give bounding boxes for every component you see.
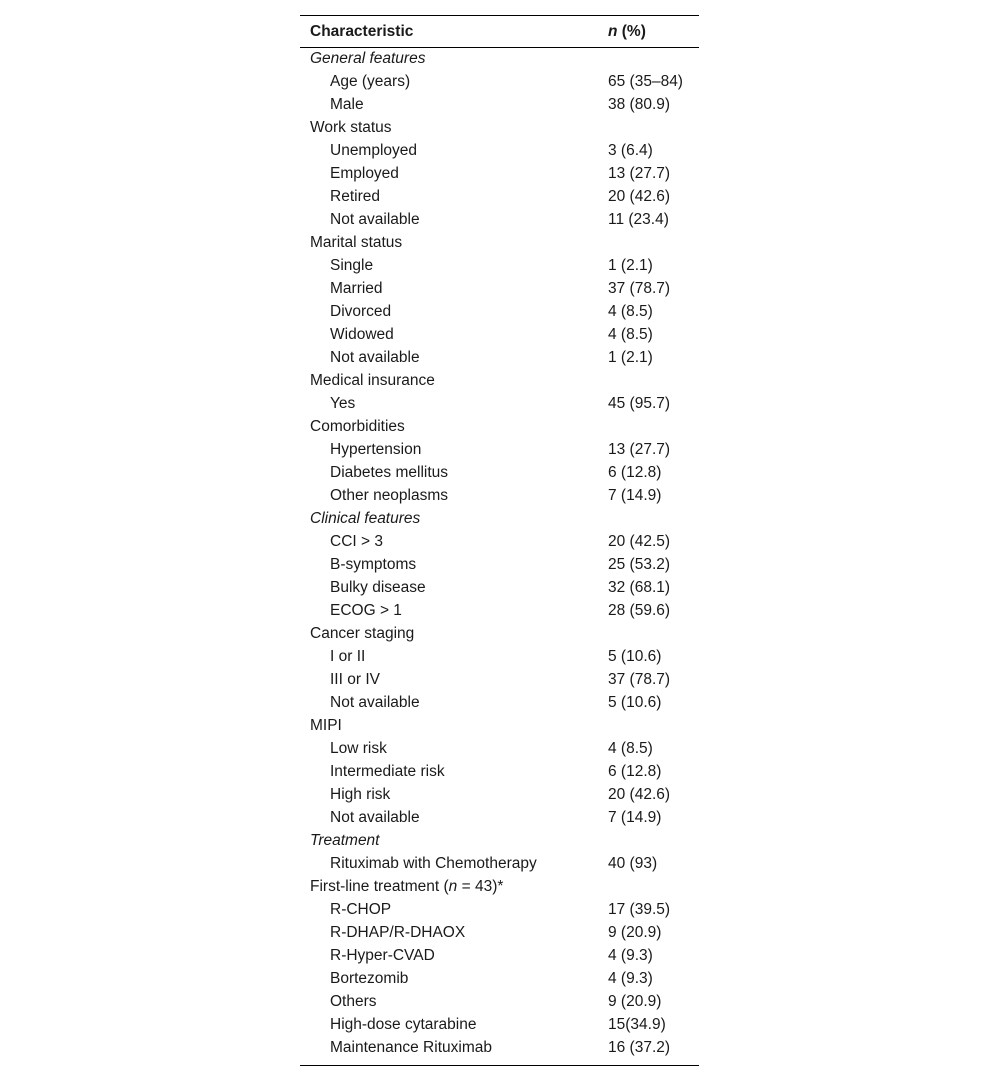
table-row: [300, 945, 699, 968]
row-label: [300, 600, 608, 623]
row-value: 5 (10.6): [608, 648, 662, 665]
table-row: [300, 462, 699, 485]
row-value: 4 (8.5): [608, 326, 653, 343]
table-row: [300, 94, 699, 117]
row-label-text: Others: [330, 993, 377, 1010]
row-label-text: Work status: [310, 119, 392, 136]
row-label-text: Widowed: [330, 326, 394, 343]
row-label-text: Male: [330, 96, 364, 113]
row-label-text: Yes: [330, 395, 356, 412]
row-value: [608, 715, 699, 738]
row-label: [300, 669, 608, 692]
header-characteristic: Characteristic: [300, 16, 608, 48]
row-label-text: First-line treatment (: [310, 878, 449, 895]
row-label-text: Retired: [330, 188, 380, 205]
row-label-text: Age (years): [330, 73, 411, 90]
row-value: 5 (10.6): [608, 694, 662, 711]
row-label-text: Single: [330, 257, 374, 274]
table-row: [300, 416, 699, 439]
row-label-text: Rituximab with Chemotherapy: [330, 855, 537, 872]
row-value: 45 (95.7): [608, 395, 671, 412]
row-label-text: Not available: [330, 809, 420, 826]
row-value: [608, 370, 699, 393]
table-row: [300, 922, 699, 945]
row-value: [608, 876, 699, 899]
table-row: [300, 163, 699, 186]
table-row: [300, 117, 699, 140]
row-value: 11 (23.4): [608, 211, 669, 228]
row-label: [300, 1014, 608, 1037]
row-label-text: Marital status: [310, 234, 403, 251]
row-label: [300, 922, 608, 945]
row-label: [300, 531, 608, 554]
table-row: [300, 347, 699, 370]
table-row: [300, 876, 699, 899]
row-value: 25 (53.2): [608, 556, 671, 573]
row-value: 37 (78.7): [608, 671, 671, 688]
row-label: [300, 761, 608, 784]
row-value: 20 (42.6): [608, 188, 671, 205]
row-label: [300, 71, 608, 94]
row-label: [300, 347, 608, 370]
row-label-text: Comorbidities: [310, 418, 405, 435]
row-label: [300, 899, 608, 922]
row-label: [300, 186, 608, 209]
row-label: [300, 462, 608, 485]
row-label-text: Bortezomib: [330, 970, 409, 987]
row-label-text: Not available: [330, 694, 420, 711]
row-value: 1 (2.1): [608, 349, 653, 366]
row-label: [300, 692, 608, 715]
row-label-text: Married: [330, 280, 383, 297]
section-label: [300, 623, 608, 646]
row-label-text: MIPI: [310, 717, 342, 734]
row-label: [300, 945, 608, 968]
section-label: [300, 508, 608, 531]
row-label: [300, 646, 608, 669]
row-value: 9 (20.9): [608, 924, 662, 941]
row-label-text: I or II: [330, 648, 366, 665]
row-label-text: Maintenance Rituximab: [330, 1038, 492, 1056]
table-row: [300, 48, 699, 71]
header-row: [300, 16, 699, 48]
row-value: 3 (6.4): [608, 142, 653, 159]
row-label-text: Divorced: [330, 303, 392, 320]
table-row: [300, 853, 699, 876]
section-label: [300, 232, 608, 255]
row-label-text: Treatment: [310, 832, 380, 849]
table-row: [300, 991, 699, 1014]
row-value: 4 (9.3): [608, 970, 653, 987]
row-value: [608, 508, 699, 531]
row-label: [300, 807, 608, 830]
row-label-text: R-Hyper-CVAD: [330, 947, 435, 964]
row-value: 20 (42.6): [608, 786, 671, 803]
row-value: 6 (12.8): [608, 763, 662, 780]
table-row: [300, 646, 699, 669]
row-value: 38 (80.9): [608, 96, 671, 113]
row-label-text: CCI > 3: [330, 533, 383, 550]
row-value: 65 (35–84): [608, 73, 683, 90]
table-row: [300, 968, 699, 991]
table-row: [300, 692, 699, 715]
row-value: 13 (27.7): [608, 165, 671, 182]
row-label-text: Not available: [330, 349, 420, 366]
table-row: [300, 255, 699, 278]
table-row: [300, 186, 699, 209]
row-value: 13 (27.7): [608, 441, 671, 458]
row-value: 20 (42.5): [608, 533, 671, 550]
row-label: [300, 209, 608, 232]
table-row: [300, 1037, 699, 1066]
row-label: [300, 784, 608, 807]
row-value: [608, 117, 699, 140]
section-label: [300, 416, 608, 439]
characteristics-table: [300, 15, 699, 1066]
row-label-text: B-symptoms: [330, 556, 417, 573]
row-label-text: Medical insurance: [310, 372, 435, 389]
table-row: [300, 531, 699, 554]
row-label-text: Clinical features: [310, 510, 421, 527]
row-label-text: Cancer staging: [310, 625, 415, 642]
row-value: 4 (9.3): [608, 947, 653, 964]
section-label: [300, 117, 608, 140]
table-row: [300, 784, 699, 807]
row-label-text: Hypertension: [330, 441, 422, 458]
row-label-text: R-DHAP/R-DHAOX: [330, 924, 466, 941]
table-row: [300, 669, 699, 692]
row-label: [300, 577, 608, 600]
row-label-text: High-dose cytarabine: [330, 1016, 477, 1033]
row-value: 4 (8.5): [608, 740, 653, 757]
row-label: [300, 968, 608, 991]
row-label-text: Diabetes mellitus: [330, 464, 449, 481]
table-row: [300, 370, 699, 393]
table-row: [300, 600, 699, 623]
table-row: [300, 324, 699, 347]
section-label: [300, 48, 608, 71]
row-value: [608, 416, 699, 439]
row-label: [300, 738, 608, 761]
row-value: 4 (8.5): [608, 303, 653, 320]
table-row: [300, 738, 699, 761]
row-label: [300, 853, 608, 876]
row-label: [300, 94, 608, 117]
row-label-text: General features: [310, 50, 426, 68]
table-row: [300, 71, 699, 94]
row-value: [608, 623, 699, 646]
row-label: [300, 324, 608, 347]
row-value: 17 (39.5): [608, 901, 671, 918]
row-label: [300, 255, 608, 278]
row-value: 32 (68.1): [608, 579, 671, 596]
row-label: [300, 140, 608, 163]
row-label-text: Intermediate risk: [330, 763, 445, 780]
row-value: 16 (37.2): [608, 1037, 699, 1066]
table-row: [300, 140, 699, 163]
header-n-percent: [608, 16, 699, 48]
row-value: 40 (93): [608, 855, 658, 872]
characteristics-table-container: [300, 15, 699, 1066]
table-row: [300, 715, 699, 738]
table-row: [300, 554, 699, 577]
row-value: 6 (12.8): [608, 464, 662, 481]
section-label: [300, 715, 608, 738]
row-value: [608, 830, 699, 853]
row-value: 7 (14.9): [608, 809, 662, 826]
table-row: [300, 301, 699, 324]
row-label-text: Other neoplasms: [330, 487, 449, 504]
row-label: [300, 1037, 608, 1066]
row-label: [300, 278, 608, 301]
table-row: [300, 830, 699, 853]
row-label-text: Not available: [330, 211, 420, 228]
row-label-text: Unemployed: [330, 142, 418, 159]
table-row: [300, 232, 699, 255]
row-label: [300, 301, 608, 324]
row-label-text: R-CHOP: [330, 901, 392, 918]
row-value: 1 (2.1): [608, 257, 653, 274]
row-label: [300, 554, 608, 577]
row-label-text: III or IV: [330, 671, 380, 688]
row-value: 28 (59.6): [608, 602, 671, 619]
table-row: [300, 209, 699, 232]
row-value: 9 (20.9): [608, 993, 662, 1010]
row-label-text: Employed: [330, 165, 399, 182]
table-row: [300, 761, 699, 784]
table-row: [300, 439, 699, 462]
row-value: [608, 48, 699, 71]
section-label: [300, 876, 608, 899]
table-row: [300, 278, 699, 301]
header-n-italic: n: [608, 22, 618, 40]
row-value: [608, 232, 699, 255]
section-label: [300, 370, 608, 393]
row-label: [300, 439, 608, 462]
table-row: [300, 807, 699, 830]
header-percent: (%): [617, 22, 646, 40]
row-label-italic: n: [448, 878, 458, 895]
table-row: [300, 623, 699, 646]
row-label: [300, 163, 608, 186]
row-label: [300, 485, 608, 508]
table-row: [300, 1014, 699, 1037]
row-label-text: Bulky disease: [330, 579, 426, 596]
table-body: [300, 48, 699, 1066]
table-row: [300, 899, 699, 922]
row-label-text: High risk: [330, 786, 391, 803]
table-row: [300, 508, 699, 531]
row-label: [300, 991, 608, 1014]
row-label: [300, 393, 608, 416]
row-label-tail: = 43)*: [457, 878, 504, 895]
section-label: [300, 830, 608, 853]
row-label-text: ECOG > 1: [330, 602, 402, 619]
table-row: [300, 393, 699, 416]
table-header: [300, 16, 699, 48]
row-label-text: Low risk: [330, 740, 387, 757]
row-value: 15(34.9): [608, 1016, 666, 1033]
table-row: [300, 485, 699, 508]
row-value: 37 (78.7): [608, 280, 671, 297]
table-row: [300, 577, 699, 600]
row-value: 7 (14.9): [608, 487, 662, 504]
